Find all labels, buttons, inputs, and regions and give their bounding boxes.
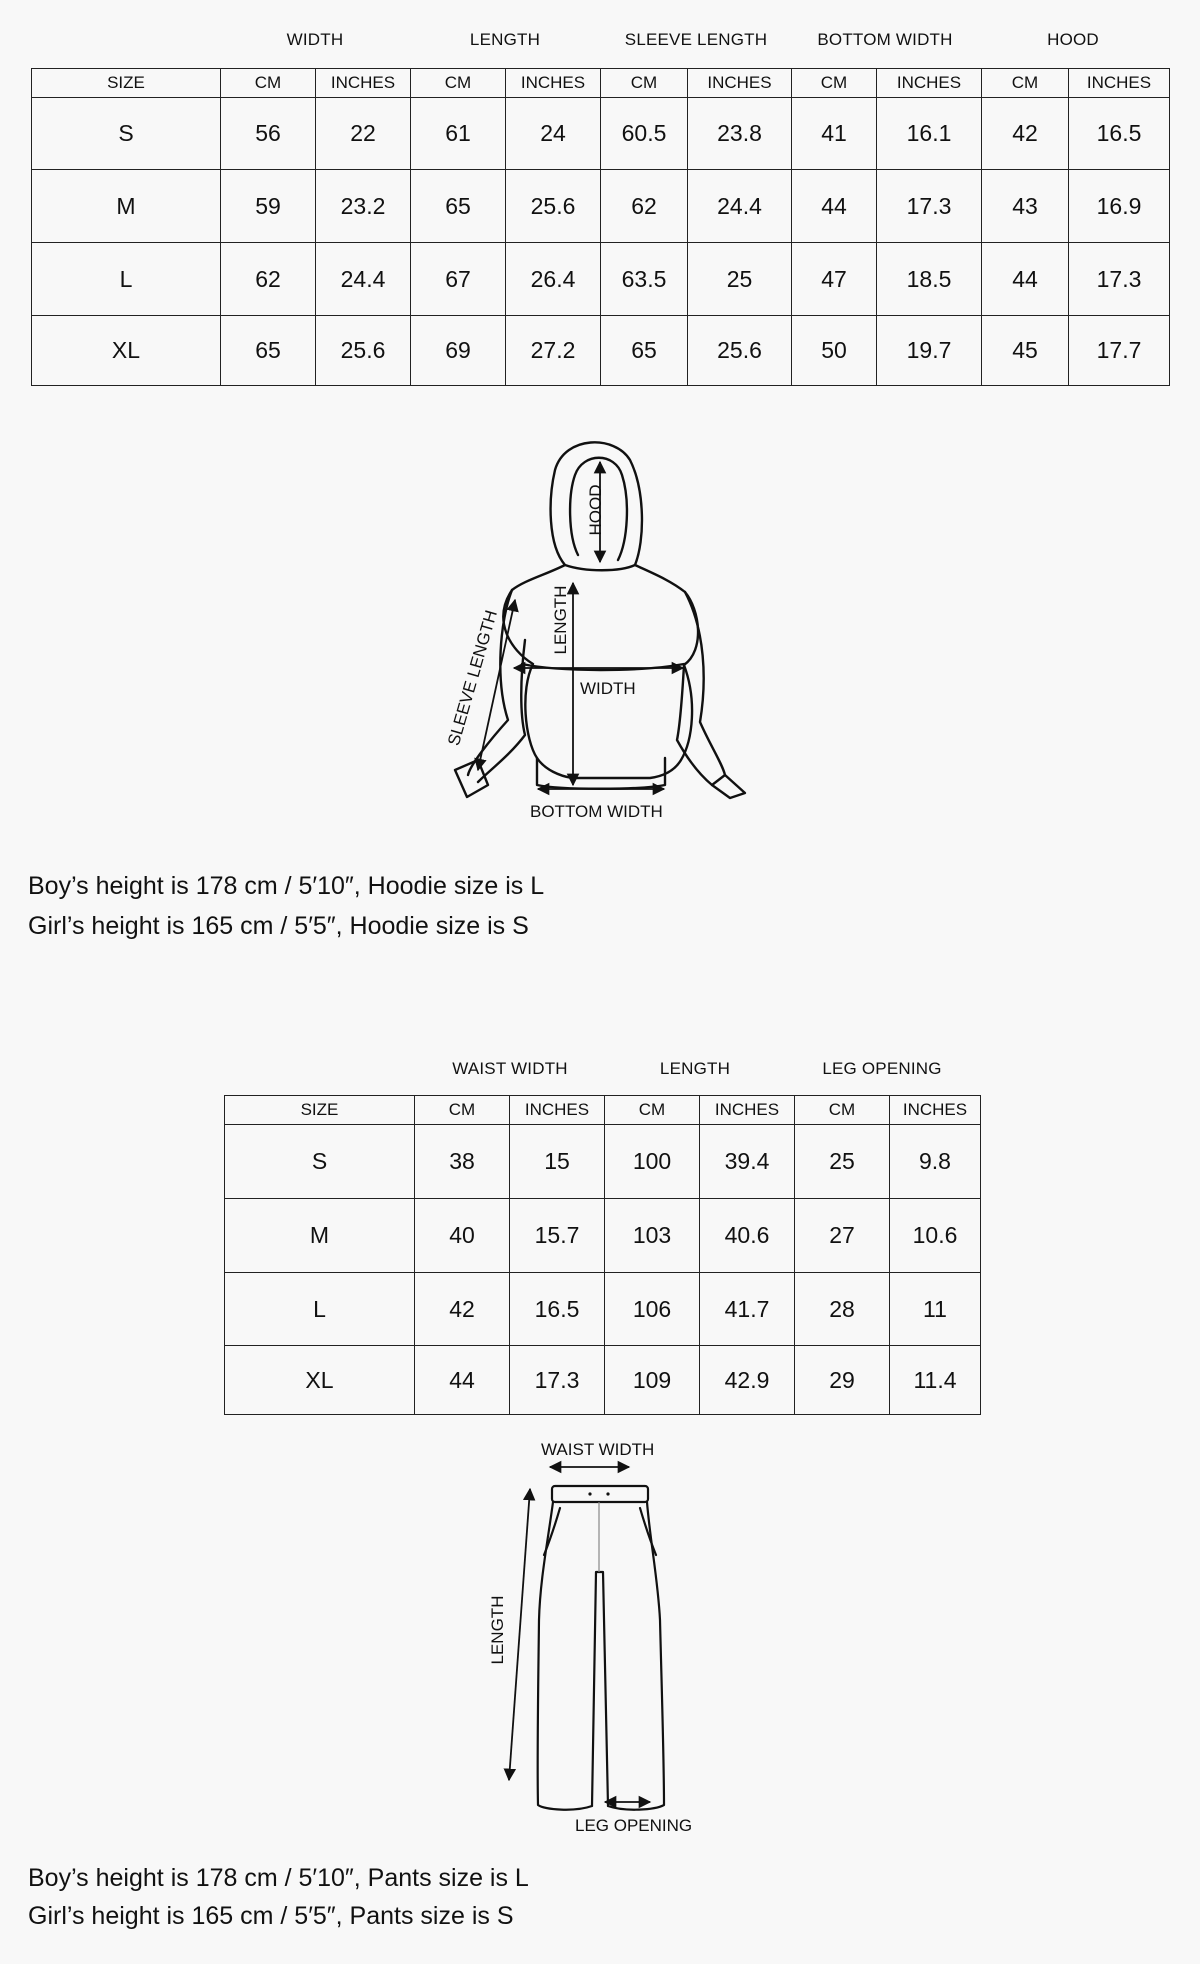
value-cell: 56	[221, 98, 316, 170]
value-cell: 62	[221, 243, 316, 316]
header-inches: INCHES	[1069, 69, 1170, 98]
header-size: SIZE	[225, 1096, 415, 1125]
value-cell: 23.8	[688, 98, 792, 170]
value-cell: 39.4	[700, 1125, 795, 1199]
pants-length-arrow	[509, 1489, 530, 1780]
value-cell: 15.7	[510, 1199, 605, 1273]
value-cell: 18.5	[877, 243, 982, 316]
header-cm: CM	[221, 69, 316, 98]
value-cell: 65	[221, 316, 316, 386]
bottom-width-label: BOTTOM WIDTH	[530, 802, 663, 821]
value-cell: 29	[795, 1346, 890, 1415]
pants-note-boy: Boy’s height is 178 cm / 5′10″, Pants size is L	[28, 1864, 529, 1892]
header-inches: INCHES	[510, 1096, 605, 1125]
table-row	[32, 243, 1170, 316]
value-cell: 11	[890, 1273, 981, 1346]
value-cell: 103	[605, 1199, 700, 1273]
value-cell: 59	[221, 170, 316, 243]
value-cell: 63.5	[601, 243, 688, 316]
hoodie-header-row	[32, 69, 1170, 98]
header-cm: CM	[601, 69, 688, 98]
header-cm: CM	[792, 69, 877, 98]
size-cell: XL	[225, 1346, 415, 1415]
value-cell: 25.6	[316, 316, 411, 386]
table-row	[225, 1125, 981, 1199]
value-cell: 25	[795, 1125, 890, 1199]
value-cell: 22	[316, 98, 411, 170]
pants-note-girl: Girl’s height is 165 cm / 5′5″, Pants size is S	[28, 1902, 514, 1930]
table-row	[225, 1199, 981, 1273]
value-cell: 61	[411, 98, 506, 170]
value-cell: 28	[795, 1273, 890, 1346]
value-cell: 40	[415, 1199, 510, 1273]
value-cell: 38	[415, 1125, 510, 1199]
hoodie-note-boy: Boy’s height is 178 cm / 5′10″, Hoodie size is L	[28, 872, 545, 900]
value-cell: 24.4	[316, 243, 411, 316]
value-cell: 42	[415, 1273, 510, 1346]
value-cell: 44	[982, 243, 1069, 316]
hoodie-size-table	[31, 68, 1170, 386]
header-cm: CM	[605, 1096, 700, 1125]
value-cell: 106	[605, 1273, 700, 1346]
value-cell: 45	[982, 316, 1069, 386]
value-cell: 60.5	[601, 98, 688, 170]
hood-label: HOOD	[586, 484, 605, 536]
pants-group-waist-width: WAIST WIDTH	[452, 1059, 568, 1078]
value-cell: 27	[795, 1199, 890, 1273]
value-cell: 10.6	[890, 1199, 981, 1273]
header-inches: INCHES	[700, 1096, 795, 1125]
header-inches: INCHES	[877, 69, 982, 98]
value-cell: 26.4	[506, 243, 601, 316]
header-inches: INCHES	[688, 69, 792, 98]
value-cell: 16.5	[1069, 98, 1170, 170]
table-row	[32, 316, 1170, 386]
value-cell: 19.7	[877, 316, 982, 386]
value-cell: 25.6	[688, 316, 792, 386]
value-cell: 9.8	[890, 1125, 981, 1199]
value-cell: 25	[688, 243, 792, 316]
value-cell: 41.7	[700, 1273, 795, 1346]
value-cell: 42	[982, 98, 1069, 170]
pants-group-leg-opening: LEG OPENING	[822, 1059, 942, 1078]
size-cell: L	[225, 1273, 415, 1346]
value-cell: 17.3	[877, 170, 982, 243]
value-cell: 69	[411, 316, 506, 386]
header-cm: CM	[982, 69, 1069, 98]
header-cm: CM	[411, 69, 506, 98]
hoodie-group-width: WIDTH	[286, 30, 344, 49]
value-cell: 65	[411, 170, 506, 243]
size-cell: M	[32, 170, 221, 243]
pants-size-table	[224, 1095, 981, 1415]
table-row	[32, 98, 1170, 170]
hoodie-group-sleeve-length: SLEEVE LENGTH	[624, 30, 768, 49]
value-cell: 24	[506, 98, 601, 170]
hoodie-note-girl: Girl’s height is 165 cm / 5′5″, Hoodie size is S	[28, 912, 529, 940]
value-cell: 15	[510, 1125, 605, 1199]
sleeve-length-label: SLEEVE LENGTH	[444, 608, 501, 748]
value-cell: 62	[601, 170, 688, 243]
leg-opening-label: LEG OPENING	[575, 1816, 693, 1835]
waist-width-label: WAIST WIDTH	[541, 1440, 655, 1459]
value-cell: 65	[601, 316, 688, 386]
size-cell: XL	[32, 316, 221, 386]
hoodie-group-length: LENGTH	[469, 30, 541, 49]
length-label: LENGTH	[551, 585, 570, 655]
size-cell: L	[32, 243, 221, 316]
pants-header-row	[225, 1096, 981, 1125]
value-cell: 17.7	[1069, 316, 1170, 386]
value-cell: 100	[605, 1125, 700, 1199]
value-cell: 23.2	[316, 170, 411, 243]
size-cell: M	[225, 1199, 415, 1273]
header-inches: INCHES	[316, 69, 411, 98]
value-cell: 16.1	[877, 98, 982, 170]
table-row	[225, 1346, 981, 1415]
value-cell: 16.9	[1069, 170, 1170, 243]
value-cell: 44	[415, 1346, 510, 1415]
header-inches: INCHES	[506, 69, 601, 98]
value-cell: 67	[411, 243, 506, 316]
pants-length-label: LENGTH	[488, 1595, 507, 1665]
value-cell: 17.3	[1069, 243, 1170, 316]
size-cell: S	[225, 1125, 415, 1199]
value-cell: 25.6	[506, 170, 601, 243]
size-cell: S	[32, 98, 221, 170]
value-cell: 40.6	[700, 1199, 795, 1273]
table-row	[225, 1273, 981, 1346]
header-cm: CM	[415, 1096, 510, 1125]
value-cell: 109	[605, 1346, 700, 1415]
table-row	[32, 170, 1170, 243]
pants-diagram	[0, 1440, 1200, 1820]
hoodie-group-hood: HOOD	[1047, 30, 1099, 49]
value-cell: 16.5	[510, 1273, 605, 1346]
value-cell: 42.9	[700, 1346, 795, 1415]
width-label: WIDTH	[580, 679, 636, 698]
value-cell: 17.3	[510, 1346, 605, 1415]
value-cell: 50	[792, 316, 877, 386]
hoodie-group-bottom-width: BOTTOM WIDTH	[817, 30, 953, 49]
value-cell: 43	[982, 170, 1069, 243]
pants-group-length: LENGTH	[659, 1059, 731, 1078]
value-cell: 44	[792, 170, 877, 243]
value-cell: 11.4	[890, 1346, 981, 1415]
header-size: SIZE	[32, 69, 221, 98]
value-cell: 47	[792, 243, 877, 316]
value-cell: 27.2	[506, 316, 601, 386]
value-cell: 24.4	[688, 170, 792, 243]
header-inches: INCHES	[890, 1096, 981, 1125]
value-cell: 41	[792, 98, 877, 170]
header-cm: CM	[795, 1096, 890, 1125]
